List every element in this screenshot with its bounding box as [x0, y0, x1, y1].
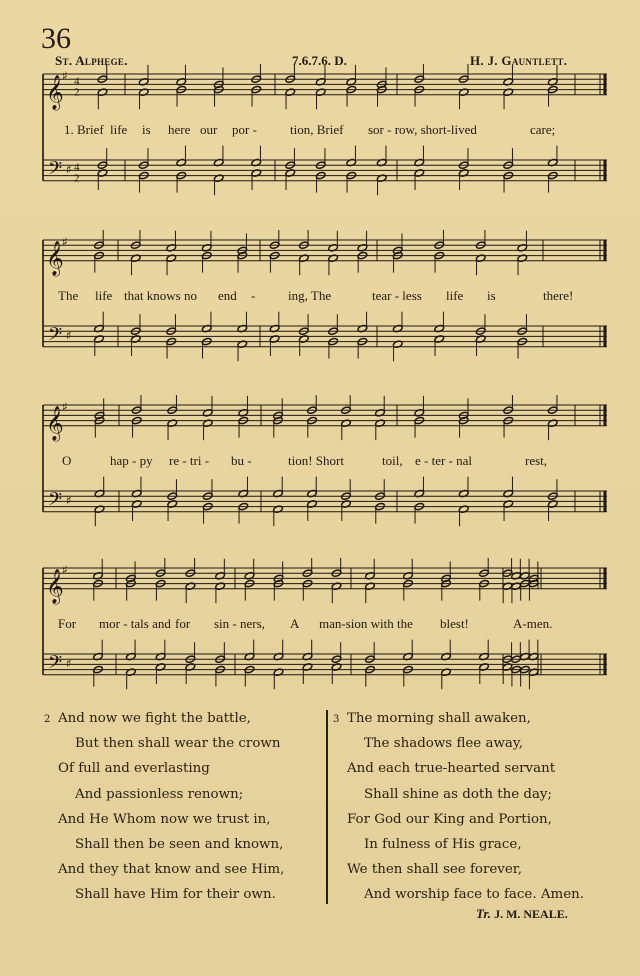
bass-clef-icon: 𝄢: [48, 652, 63, 678]
bass-clef-icon: 𝄢: [48, 324, 63, 350]
column-divider: [326, 710, 328, 904]
verse-text: In fulness of His grace,: [364, 836, 522, 852]
verse-number: 2: [44, 714, 51, 725]
lyric-line: [40, 453, 610, 471]
music-system-2: [40, 230, 610, 370]
svg-text:4: 4: [74, 75, 80, 88]
lyric-syllable: For: [58, 616, 77, 631]
verse-text: But then shall wear the crown: [75, 736, 281, 752]
verse-line: [44, 857, 284, 882]
lyric-syllable: is: [142, 122, 151, 137]
treble-clef-icon: 𝄞: [46, 240, 64, 276]
verse-text: Of full and everlasting: [58, 761, 210, 777]
sharp-icon: ♯: [66, 656, 72, 671]
verse-line: [44, 756, 284, 781]
sharp-icon: ♯: [66, 162, 72, 177]
verse-3: [333, 706, 584, 908]
verse-line: [44, 731, 284, 756]
bass-clef-icon: 𝄢: [48, 158, 63, 184]
treble-clef-icon: 𝄞: [46, 74, 64, 110]
lyric-syllable: there!: [543, 288, 574, 303]
verse-line: [333, 756, 584, 781]
lyric-syllable: sin - ners,: [214, 616, 265, 631]
verse-text: The shadows flee away,: [364, 736, 523, 752]
verse-text: We then shall see forever,: [347, 862, 522, 878]
lyric-syllable: 1. Brief: [64, 122, 104, 137]
sharp-icon: ♯: [66, 328, 72, 343]
lyric-syllable: care;: [530, 122, 556, 137]
verse-line: [44, 782, 284, 807]
sharp-icon: ♯: [66, 493, 72, 508]
lyric-syllable: rest,: [525, 453, 548, 468]
verse-number: 3: [333, 714, 340, 725]
verse-line: [333, 782, 584, 807]
verse-line: [333, 832, 584, 857]
music-system-4: [40, 558, 610, 698]
lyric-syllable: sor - row, short-lived: [368, 122, 477, 137]
sharp-icon: ♯: [62, 235, 68, 250]
meter: 7.6.7.6. D.: [292, 53, 347, 68]
svg-text:4: 4: [74, 161, 80, 174]
lyric-syllable: tear - less: [372, 288, 422, 303]
verse-text: Shall shine as doth the day;: [364, 786, 553, 802]
lyric-syllable: here: [168, 122, 191, 137]
sharp-icon: ♯: [62, 563, 68, 578]
verse-line: [44, 706, 284, 731]
lyric-syllable: life: [110, 122, 128, 137]
translator-name: J. M. NEALE.: [494, 907, 568, 921]
lyric-syllable: A-men.: [513, 616, 553, 631]
music-system-1: [40, 64, 610, 204]
verse-text: For God our King and Portion,: [347, 811, 552, 827]
lyric-syllable: that knows no: [124, 288, 197, 303]
lyric-syllable: end: [218, 288, 237, 303]
verse-text: And He Whom now we trust in,: [58, 811, 271, 827]
lyric-syllable: re - tri -: [169, 453, 210, 468]
verse-line: [333, 882, 584, 907]
verse-text: Shall have Him for their own.: [75, 887, 276, 903]
lyric-syllable: for: [175, 616, 191, 631]
lyric-syllable: bu -: [231, 453, 252, 468]
verse-line: [333, 857, 584, 882]
verse-text: And they that know and see Him,: [58, 862, 285, 878]
svg-text:2: 2: [74, 86, 80, 99]
lyric-syllable: The: [58, 288, 79, 303]
svg-text:2: 2: [74, 172, 80, 185]
verse-line: [44, 832, 284, 857]
verse-text: And now we fight the battle,: [58, 711, 251, 726]
verse-text: And worship face to face. Amen.: [364, 887, 585, 903]
lyric-syllable: mor - tals and: [99, 616, 171, 631]
lyric-syllable: por -: [232, 122, 257, 137]
translator-prefix: Tr.: [476, 906, 492, 921]
verse-line: [333, 807, 584, 832]
sharp-icon: ♯: [62, 69, 68, 84]
verse-text: Shall then be seen and known,: [75, 836, 284, 852]
lyric-syllable: -: [251, 288, 256, 303]
verse-text: And passionless renown;: [75, 786, 244, 802]
treble-clef-icon: 𝄞: [46, 568, 64, 604]
lyric-syllable: our: [200, 122, 218, 137]
lyric-syllable: O: [62, 453, 72, 468]
lyric-syllable: hap - py: [110, 453, 153, 468]
verse-line: [44, 882, 284, 907]
bass-clef-icon: 𝄢: [48, 489, 63, 515]
verse-text: And each true-hearted servant: [347, 761, 556, 777]
lyric-syllable: life: [95, 288, 113, 303]
lyric-line: [40, 122, 610, 140]
lyric-line: [40, 288, 610, 306]
translator-attribution: [476, 906, 568, 922]
tune-name: St. Alphege.: [55, 53, 128, 68]
hymn-number: 36: [41, 22, 71, 55]
lyric-syllable: tion, Brief: [290, 122, 344, 137]
verse-line: [44, 807, 284, 832]
lyric-syllable: e - ter - nal: [415, 453, 473, 468]
verse-2: [44, 706, 284, 908]
lyric-syllable: life: [446, 288, 464, 303]
lyric-syllable: tion! Short: [288, 453, 344, 468]
lyric-syllable: A: [290, 616, 300, 631]
sharp-icon: ♯: [62, 400, 68, 415]
lyric-line: [40, 616, 610, 634]
music-system-3: [40, 395, 610, 535]
lyric-syllable: blest!: [440, 616, 469, 631]
lyric-syllable: toil,: [382, 453, 403, 468]
lyric-syllable: man-sion with the: [319, 616, 413, 631]
verse-line: [333, 706, 584, 731]
lyric-syllable: is: [487, 288, 496, 303]
verse-line: [333, 731, 584, 756]
treble-clef-icon: 𝄞: [46, 405, 64, 441]
composer: H. J. Gauntlett.: [470, 53, 568, 68]
lyric-syllable: ing, The: [288, 288, 332, 303]
verse-text: The morning shall awaken,: [347, 711, 531, 726]
